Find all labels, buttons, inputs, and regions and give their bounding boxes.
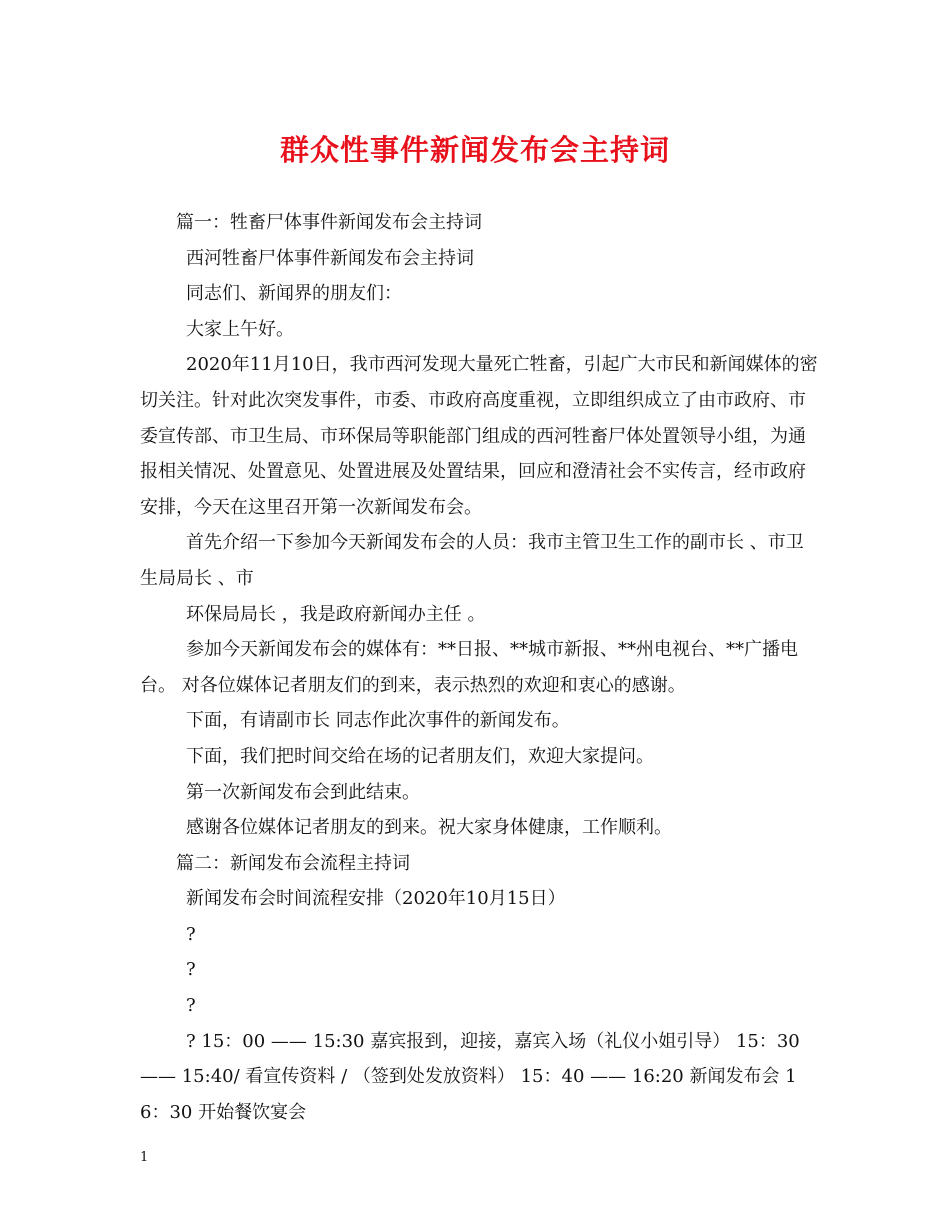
paragraph: ? bbox=[186, 959, 196, 981]
paragraph: 下面，有请副市长 同志作此次事件的新闻发布。 bbox=[186, 710, 570, 732]
paragraph: 下面，我们把时间交给在场的记者朋友们，欢迎大家提问。 bbox=[186, 745, 654, 767]
paragraph: 西河牲畜尸体事件新闻发布会主持词 bbox=[186, 247, 474, 269]
paragraph: 首先介绍一下参加今天新闻发布会的人员：我市主管卫生工作的副市长 、市卫生局局长 、市 bbox=[140, 532, 804, 589]
paragraph: 同志们、新闻界的朋友们： bbox=[186, 283, 402, 305]
section-heading-1: 篇一：牲畜尸体事件新闻发布会主持词 bbox=[176, 212, 482, 233]
paragraph: ? bbox=[186, 923, 196, 945]
paragraph: 感谢各位媒体记者朋友的到来。祝大家身体健康，工作顺利。 bbox=[186, 817, 672, 839]
document-body bbox=[140, 205, 820, 1130]
paragraph: 大家上午好。 bbox=[186, 318, 294, 340]
document-title: 群众性事件新闻发布会主持词 bbox=[279, 133, 670, 167]
paragraph: 2020年11月10日，我市西河发现大量死亡牲畜，引起广大市民和新闻媒体的密切关注。针对此次突发事件，市委、市政府高度重视，立即组织成立了由市政府、市委宣传部、市卫生局、市环保局等职能部门组成的西河牲畜尸体处置领导小组，为通报相关情况、处置意见、处置进展及处置结果，回应和澄清社会不实传言，经市政府安排，今天在这里召开第一次新闻发布会。 bbox=[140, 354, 818, 518]
page-number: 1 bbox=[140, 1150, 149, 1165]
paragraph: 第一次新闻发布会到此结束。 bbox=[186, 781, 420, 803]
paragraph: 参加今天新闻发布会的媒体有：**日报、**城市新报、**州电视台、**广播电台。 对各位媒体记者朋友们的到来，表示热烈的欢迎和衷心的感谢。 bbox=[140, 639, 798, 696]
paragraph: 环保局局长 ，我是政府新闻办主任 。 bbox=[186, 603, 486, 625]
section-heading-2: 篇二：新闻发布会流程主持词 bbox=[176, 852, 410, 874]
paragraph: 新闻发布会时间流程安排（2020年10月15日） bbox=[186, 888, 566, 910]
paragraph: ? 15：00 —— 15:30 嘉宾报到，迎接，嘉宾入场（礼仪小姐引导） 15：30 —— 15:40/ 看宣传资料 / （签到处发放资料） 15：40 —— 16:20 新闻发布会 16：30 开始餐饮宴会 bbox=[140, 1030, 800, 1123]
paragraph: ? bbox=[186, 995, 196, 1017]
